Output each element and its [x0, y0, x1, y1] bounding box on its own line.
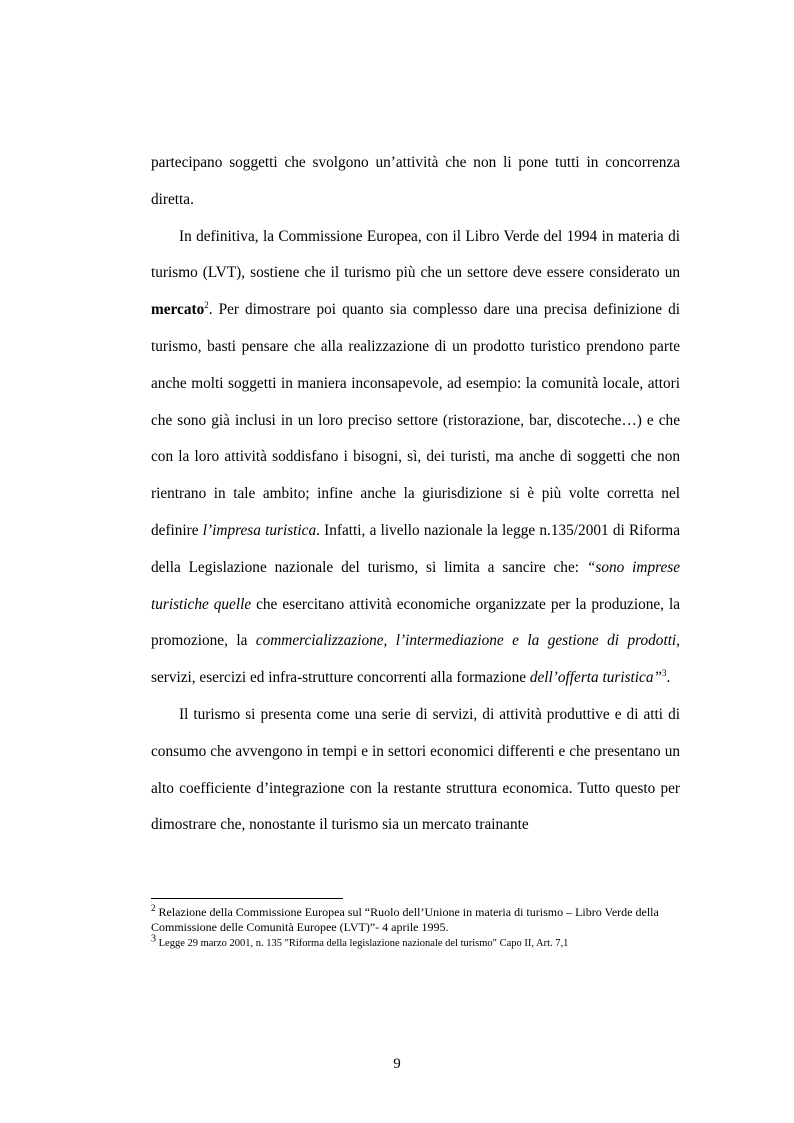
footnote-mark-2: 2: [151, 903, 156, 913]
italic-impresa-turistica: l’impresa turistica: [202, 521, 317, 539]
italic-quote-middle: commercializzazione, l’intermediazione e la gestione di prodotti,: [255, 632, 681, 650]
footnote-mark-3: 3: [151, 933, 156, 945]
paragraph-3: Il turismo si presenta come una serie di servizi, di attività produttive e di atti di consumo che avvengono in tempi e in settori economici differenti e che presentano un alto coefficiente d’integrazione con la restante struttura economica. Tutto questo per dimostrare che, nonostante il turismo sia un mercato trainante: [151, 705, 680, 834]
footnote-2: $^2$ Relazione della Commissione Europea sul “Ruolo dell’Unione in materia di turismo – Libro Verde della Commissione delle Comunità Europee (LVT)”- 4 aprile 1995.: [151, 903, 659, 934]
page-number: 9: [393, 1056, 401, 1072]
italic-quote-start: “sono imprese turistiche quelle: [151, 558, 681, 613]
footnote-3: $^3$ Legge 29 marzo 2001, n. 135 "Riforma della legislazione nazionale del turismo" Capo II, Art. 7,1: [151, 933, 569, 949]
footnote-ref-2: 2: [204, 300, 209, 311]
footnote-ref-3: 3: [662, 668, 667, 679]
paragraph-2: In definitiva, la Commissione Europea, con il Libro Verde del 1994 in materia di turismo (LVT), sostiene che il turismo più che un settore deve essere considerato un mercato$^2$. Per dimostrare poi quanto sia complesso dare una precisa definizione di turismo, basti pensare che alla realizzazione di un prodotto turistico prendono parte anche molti soggetti in maniera inconsapevole, ad esempio: la comunità locale, attori che sono già inclusi in un loro preciso settore (ristorazione, bar, discoteche…) e che con la loro attività soddisfano i bisogni, sì, dei turisti, ma anche di soggetti che non rientrano in tale ambito; infine anche la giurisdizione si è più volte corretta nel definire l’impresa turistica. Infatti, a livello nazionale la legge n.135/2001 di Riforma della Legislazione nazionale del turismo, si limita a sancire che: “sono imprese turistiche quelle che esercitano attività economiche organizzate per la produzione, la promozione, la commercializzazione, l’intermediazione e la gestione di prodotti, servizi, esercizi ed infra-strutture concorrenti alla formazione dell’offerta turistica”$^3$.: [151, 227, 681, 687]
italic-quote-end: dell’offerta turistica”: [529, 669, 662, 687]
body-text: [151, 145, 680, 844]
paragraph-1: partecipano soggetti che svolgono un’attività che non li pone tutti in concorrenza diretta.: [151, 154, 680, 208]
bold-term-mercato: mercato: [151, 301, 205, 319]
footnote-divider: [151, 898, 343, 899]
footnotes: [151, 905, 680, 951]
